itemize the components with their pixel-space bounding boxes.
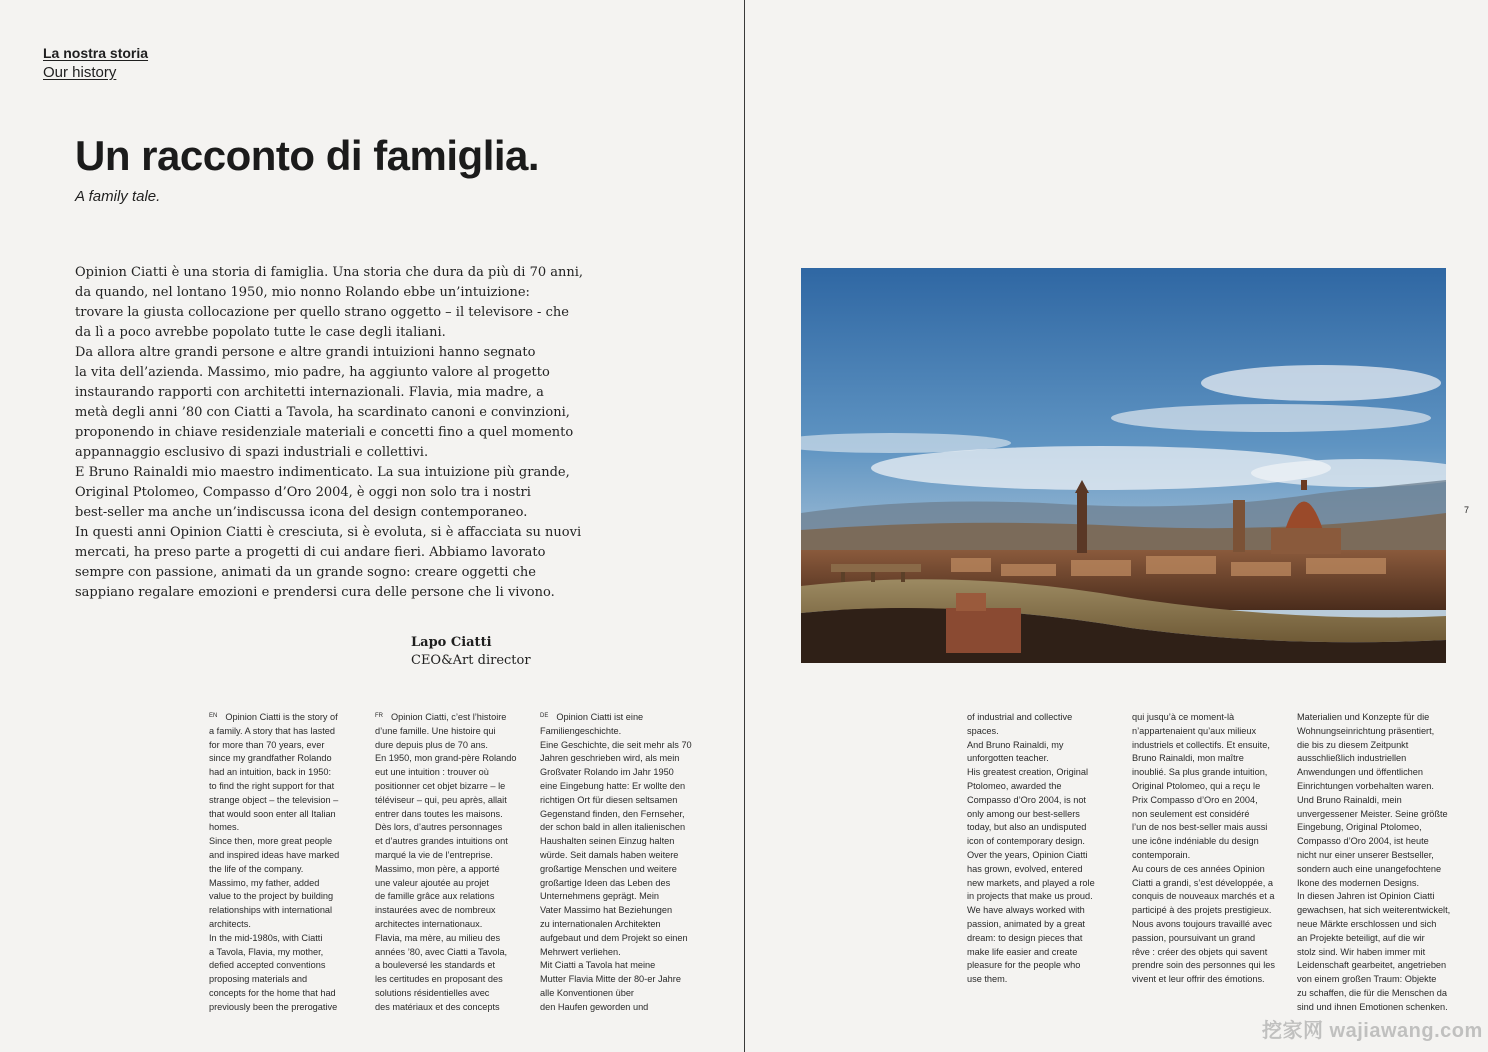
- column-line-text: an Projekte beteiligt, auf die wir: [1297, 932, 1425, 943]
- column-line: [540, 752, 698, 766]
- column-line-text: sind und ihnen Emotionen schenken.: [1297, 1001, 1448, 1012]
- column-line: [967, 725, 1119, 739]
- column-line-text: dure depuis plus de 70 ans.: [375, 739, 488, 750]
- column-line: [540, 725, 698, 739]
- column-line: [1297, 752, 1455, 766]
- column-line: [967, 877, 1119, 891]
- column-line: [375, 1001, 527, 1015]
- intro-line: sappiano regalare emozioni e prendersi cura delle persone che li vivono.: [75, 585, 555, 600]
- column-line-text: Haushalten seinen Einzug halten: [540, 836, 675, 847]
- column-line-text: Prix Compasso d’Oro en 2004,: [1132, 794, 1258, 805]
- column-line-text: proposing materials and: [209, 974, 308, 985]
- column-line: [375, 959, 527, 973]
- column-line-text: Ciatti a grandi, s’est développée, a: [1132, 877, 1273, 888]
- column-line: [1297, 821, 1455, 835]
- column-line: [967, 959, 1119, 973]
- column-line-text: Eingebung, Original Ptolomeo,: [1297, 822, 1422, 833]
- page-title: Un racconto di famiglia.: [75, 132, 540, 179]
- column-line-text: aufgebaut und dem Projekt so einen: [540, 932, 688, 943]
- florence-skyline-photo: [801, 268, 1446, 663]
- column-line: [1297, 863, 1455, 877]
- column-line-text: Original Ptolomeo, qui a reçu le: [1132, 780, 1261, 791]
- column-line: [967, 973, 1119, 987]
- column-line-text: der schon bald in allen italienischen: [540, 822, 686, 833]
- column-line: [209, 987, 361, 1001]
- column-line: [1132, 808, 1290, 822]
- column-line: [375, 863, 527, 877]
- column-line: [209, 918, 361, 932]
- column-line-text: qui jusqu’à ce moment-là: [1132, 712, 1235, 722]
- column-line-text: nicht nur einer unserer Bestseller,: [1297, 849, 1434, 860]
- page-fold-divider: [744, 0, 745, 1052]
- column-line-text: Mutter Flavia Mitte der 80-er Jahre: [540, 974, 681, 985]
- column-line: [540, 877, 698, 891]
- column-line: [1297, 904, 1455, 918]
- column-line-text: Opinion Ciatti ist eine: [556, 712, 644, 722]
- column-line: [375, 904, 527, 918]
- column-line: [1297, 959, 1455, 973]
- column-line-text: use them.: [967, 974, 1008, 985]
- column-german: [540, 711, 698, 1015]
- column-line-text: von einem großen Traum: Objekte: [1297, 974, 1437, 985]
- column-line-text: architects.: [209, 918, 251, 929]
- column-line-text: une valeur ajoutée au projet: [375, 877, 489, 888]
- column-line: [209, 890, 361, 904]
- column-line-text: les certitudes en proposant des: [375, 974, 503, 985]
- column-line: [967, 794, 1119, 808]
- column-line-text: n’appartenaient qu’aux milieux: [1132, 725, 1257, 736]
- section-label-english: Our history: [43, 64, 117, 81]
- column-line-text: vivent et leur offrir des émotions.: [1132, 974, 1265, 985]
- column-line: [540, 739, 698, 753]
- column-line-text: strange object – the television –: [209, 794, 339, 805]
- column-line-text: that would soon enter all Italian: [209, 808, 336, 819]
- column-line: [1132, 946, 1290, 960]
- column-line: [1297, 932, 1455, 946]
- column-line-text: the life of the company.: [209, 863, 304, 874]
- column-line: [209, 1001, 361, 1015]
- column-line: [540, 890, 698, 904]
- intro-line: E Bruno Rainaldi mio maestro indimenticato. La sua intuizione più grande,: [75, 465, 570, 480]
- column-line-text: passion, animated by a great: [967, 918, 1085, 929]
- column-line: [1132, 739, 1290, 753]
- column-line-text: Gegenstand finden, den Fernseher,: [540, 808, 685, 819]
- column-line: [209, 711, 361, 725]
- column-line-text: années ’80, avec Ciatti a Tavola,: [375, 946, 508, 957]
- column-line-text: relationships with international: [209, 905, 333, 916]
- column-line: [209, 835, 361, 849]
- column-line-text: sondern auch eine unangefochtene: [1297, 863, 1442, 874]
- column-line: [209, 973, 361, 987]
- intro-line: la vita dell’azienda. Massimo, mio padre, ha aggiunto valore al progetto: [75, 365, 550, 380]
- column-line: [540, 973, 698, 987]
- column-line: [209, 959, 361, 973]
- column-line-text: Einrichtungen vorbehalten waren.: [1297, 780, 1434, 791]
- intro-line: Original Ptolomeo, Compasso d’Oro 2004, è oggi non solo tra i nostri: [75, 485, 531, 500]
- column-line-text: previously been the prerogative: [209, 1001, 338, 1012]
- column-line: [1132, 932, 1290, 946]
- column-english: [209, 711, 361, 1015]
- column-line-text: Großvater Rolando im Jahr 1950: [540, 767, 674, 778]
- column-line-text: Eine Geschichte, die seit mehr als 70: [540, 739, 692, 750]
- column-line: [1297, 739, 1455, 753]
- column-line: [540, 1001, 698, 1015]
- column-line-text: unvergessener Meister. Seine größte: [1297, 808, 1448, 819]
- column-line: [540, 849, 698, 863]
- intro-line: Opinion Ciatti è una storia di famiglia. Una storia che dura da più di 70 anni,: [75, 265, 584, 280]
- column-line-text: Ikone des modernen Designs.: [1297, 877, 1420, 888]
- intro-line: mercati, ha preso parte a progetti di cui andare fieri. Abbiamo lavorato: [75, 545, 546, 560]
- column-french: [375, 711, 527, 1015]
- column-line: [540, 808, 698, 822]
- column-line: [967, 711, 1119, 725]
- column-line: [375, 835, 527, 849]
- column-line: [1297, 766, 1455, 780]
- column-line: [375, 766, 527, 780]
- column-line-text: eine Eingebung hatte: Er wollte den: [540, 780, 686, 791]
- column-line-text: Anwendungen und öffentlichen: [1297, 767, 1424, 778]
- column-line: [209, 946, 361, 960]
- column-line: [375, 890, 527, 904]
- column-line: [967, 739, 1119, 753]
- column-line: [540, 932, 698, 946]
- column-line: [1297, 711, 1455, 725]
- column-line-text: d’une famille. Une histoire qui: [375, 725, 496, 736]
- column-line-text: Und Bruno Rainaldi, mein: [1297, 794, 1402, 805]
- column-line: [1297, 890, 1455, 904]
- column-line-text: Mehrwert verliehen.: [540, 946, 621, 957]
- column-german-continued: [1297, 711, 1455, 1015]
- column-line-text: instaurées avec de nombreux: [375, 905, 496, 916]
- column-line-text: stolz sind. Wir haben immer mit: [1297, 946, 1426, 957]
- intro-text: [75, 263, 584, 603]
- column-line: [1132, 849, 1290, 863]
- column-line: [375, 877, 527, 891]
- column-line-text: defied accepted conventions: [209, 960, 326, 971]
- column-line: [1297, 808, 1455, 822]
- column-line-text: En 1950, mon grand-père Rolando: [375, 753, 517, 764]
- column-line-text: Leidenschaft gearbeitet, angetrieben: [1297, 960, 1447, 971]
- column-line-text: prendre soin des personnes qui les: [1132, 960, 1276, 971]
- column-line: [540, 863, 698, 877]
- column-line: [540, 987, 698, 1001]
- column-line: [540, 904, 698, 918]
- column-line-text: entrer dans toutes les maisons.: [375, 808, 503, 819]
- column-line: [1132, 863, 1290, 877]
- column-line: [1132, 711, 1290, 725]
- column-line-text: make life easier and create: [967, 946, 1078, 957]
- intro-line: proponendo in chiave residenziale materiali e concetti fino a quel momento: [75, 425, 574, 440]
- language-code: FR: [375, 713, 383, 719]
- column-line-text: Nous avons toujours travaillé avec: [1132, 918, 1272, 929]
- column-line-text: new markets, and played a role: [967, 877, 1095, 888]
- column-line: [1297, 835, 1455, 849]
- column-line: [967, 849, 1119, 863]
- column-line-text: Unternehmens geprägt. Mein: [540, 891, 659, 902]
- column-line: [1297, 780, 1455, 794]
- intro-line: best-seller ma anche un’indiscussa icona del design contemporaneo.: [75, 505, 528, 520]
- column-line: [1132, 780, 1290, 794]
- column-line-text: Vater Massimo hat Beziehungen: [540, 905, 673, 916]
- column-line-text: Compasso d’Oro 2004, ist heute: [1297, 836, 1429, 847]
- column-line: [540, 959, 698, 973]
- intro-line: appannaggio esclusivo di spazi industriali e collettivi.: [75, 445, 429, 460]
- column-line-text: has grown, evolved, entered: [967, 863, 1083, 874]
- column-line: [375, 808, 527, 822]
- column-line-text: participé à des projets prestigieux.: [1132, 905, 1272, 916]
- column-line-text: Bruno Rainaldi, mon maître: [1132, 753, 1244, 764]
- column-line-text: rêve : créer des objets qui savent: [1132, 946, 1268, 957]
- column-line: [209, 877, 361, 891]
- column-line-text: We have always worked with: [967, 905, 1085, 916]
- column-line-text: Over the years, Opinion Ciatti: [967, 849, 1088, 860]
- intro-line: In questi anni Opinion Ciatti è cresciuta, si è evoluta, si è affacciata su nuovi: [75, 525, 582, 540]
- column-line-text: His greatest creation, Original: [967, 767, 1089, 778]
- column-line-text: today, but also an undisputed: [967, 822, 1087, 833]
- column-line: [209, 863, 361, 877]
- column-line-text: contemporain.: [1132, 849, 1191, 860]
- column-line-text: neue Märkte erschlossen und sich: [1297, 918, 1437, 929]
- column-line-text: téléviseur – qui, peu après, allait: [375, 794, 507, 805]
- column-line: [375, 932, 527, 946]
- column-line: [375, 711, 527, 725]
- column-line-text: Ptolomeo, awarded the: [967, 780, 1062, 791]
- column-line-text: Massimo, my father, added: [209, 877, 320, 888]
- column-line-text: des matériaux et des concepts: [375, 1001, 500, 1012]
- column-line-text: würde. Seit damals haben weitere: [540, 849, 679, 860]
- column-line: [967, 780, 1119, 794]
- signature: [411, 634, 531, 670]
- column-line: [967, 821, 1119, 835]
- column-line: [375, 821, 527, 835]
- column-line: [967, 946, 1119, 960]
- column-line-text: et d’autres grandes intuitions ont: [375, 836, 508, 847]
- column-line-text: in projects that make us proud.: [967, 891, 1093, 902]
- column-line: [1297, 725, 1455, 739]
- column-line: [540, 711, 698, 725]
- intro-line: da quando, nel lontano 1950, mio nonno Rolando ebbe un’intuizione:: [75, 285, 530, 300]
- column-line: [967, 835, 1119, 849]
- column-line: [967, 752, 1119, 766]
- column-line: [1297, 973, 1455, 987]
- column-line: [375, 725, 527, 739]
- intro-line: sempre con passione, animati da un grande sogno: creare oggetti che: [75, 565, 536, 580]
- column-line: [375, 794, 527, 808]
- column-line: [1132, 918, 1290, 932]
- column-line-text: icon of contemporary design.: [967, 836, 1085, 847]
- column-line: [540, 946, 698, 960]
- column-line-text: Au cours de ces années Opinion: [1132, 863, 1265, 874]
- column-line: [1297, 1001, 1455, 1015]
- column-line-text: de famille grâce aux relations: [375, 891, 495, 902]
- column-line-text: Opinion Ciatti, c’est l’histoire: [391, 712, 507, 722]
- column-line: [209, 794, 361, 808]
- column-line: [1132, 835, 1290, 849]
- column-line: [1297, 877, 1455, 891]
- column-line: [540, 766, 698, 780]
- column-line: [1132, 794, 1290, 808]
- column-line: [1297, 946, 1455, 960]
- column-line: [375, 780, 527, 794]
- signature-name: Lapo Ciatti: [411, 635, 492, 650]
- column-line-text: In the mid-1980s, with Ciatti: [209, 932, 323, 943]
- column-line: [1132, 904, 1290, 918]
- column-line-text: a bouleversé les standards et: [375, 960, 496, 971]
- florence-skyline-illustration: [801, 268, 1446, 663]
- language-code: DE: [540, 713, 549, 719]
- column-line: [967, 766, 1119, 780]
- column-line-text: Jahren geschrieben wird, als mein: [540, 753, 680, 764]
- column-line-text: conquis de nouveaux marchés et a: [1132, 891, 1275, 902]
- column-line-text: And Bruno Rainaldi, my: [967, 739, 1064, 750]
- column-line-text: unforgotten teacher.: [967, 753, 1049, 764]
- column-line-text: for more than 70 years, ever: [209, 739, 325, 750]
- column-line: [540, 794, 698, 808]
- column-line-text: Compasso d’Oro 2004, is not: [967, 794, 1086, 805]
- column-line-text: of industrial and collective: [967, 712, 1073, 722]
- page-number: 7: [1464, 505, 1470, 515]
- intro-line: trovare la giusta collocazione per quello strano oggetto – il televisore - che: [75, 305, 569, 320]
- column-line-text: In diesen Jahren ist Opinion Ciatti: [1297, 891, 1435, 902]
- column-line-text: passion, poursuivant un grand: [1132, 932, 1256, 943]
- column-line: [967, 918, 1119, 932]
- column-line-text: to find the right support for that: [209, 780, 335, 791]
- column-line-text: die bis zu diesem Zeitpunkt: [1297, 739, 1409, 750]
- column-line: [1132, 890, 1290, 904]
- column-line: [209, 932, 361, 946]
- column-line: [967, 904, 1119, 918]
- column-line: [1132, 725, 1290, 739]
- column-line-text: l’un de nos best-seller mais aussi: [1132, 822, 1268, 833]
- column-line: [209, 725, 361, 739]
- column-line-text: eut une intuition : trouver où: [375, 767, 489, 778]
- column-line-text: since my grandfather Rolando: [209, 753, 332, 764]
- intro-line: da lì a poco avrebbe popolato tutte le case degli italiani.: [75, 325, 446, 340]
- column-line-text: richtigen Ort für diesen seltsamen: [540, 794, 678, 805]
- column-english-continued: [967, 711, 1119, 987]
- column-line-text: and inspired ideas have marked: [209, 849, 340, 860]
- column-line: [209, 849, 361, 863]
- column-line: [967, 808, 1119, 822]
- column-line-text: non seulement est considéré: [1132, 808, 1250, 819]
- column-line: [375, 739, 527, 753]
- intro-line: metà degli anni ’80 con Ciatti a Tavola, ha scardinato canoni e convinzioni,: [75, 405, 570, 420]
- column-line: [1297, 918, 1455, 932]
- column-line: [1297, 794, 1455, 808]
- column-line-text: Dès lors, d’autres personnages: [375, 822, 503, 833]
- column-line: [375, 946, 527, 960]
- column-line-text: solutions résidentielles avec: [375, 987, 490, 998]
- column-line: [209, 739, 361, 753]
- column-line-text: only among our best-sellers: [967, 808, 1080, 819]
- column-line-text: Materialien und Konzepte für die: [1297, 712, 1430, 722]
- column-line: [375, 752, 527, 766]
- column-line-text: dream: to design pieces that: [967, 932, 1083, 943]
- signature-role: CEO&Art director: [411, 653, 531, 668]
- column-line: [967, 890, 1119, 904]
- column-line-text: großartige Menschen und weitere: [540, 863, 677, 874]
- column-line-text: concepts for the home that had: [209, 987, 336, 998]
- column-line-text: ausschließlich industriellen: [1297, 753, 1407, 764]
- column-line-text: pleasure for the people who: [967, 960, 1081, 971]
- column-line-text: den Haufen geworden und: [540, 1001, 649, 1012]
- column-line: [375, 987, 527, 1001]
- column-line-text: marqué la vie de l’entreprise.: [375, 849, 493, 860]
- column-line: [1132, 752, 1290, 766]
- column-line: [375, 849, 527, 863]
- column-line: [1297, 987, 1455, 1001]
- column-line-text: zu internationalen Architekten: [540, 918, 661, 929]
- column-line-text: Familiengeschichte.: [540, 725, 622, 736]
- column-line-text: architectes internationaux.: [375, 918, 483, 929]
- column-line-text: Wohnungseinrichtung präsentiert,: [1297, 725, 1435, 736]
- column-line: [967, 863, 1119, 877]
- column-french-continued: [1132, 711, 1290, 987]
- page-subtitle: A family tale.: [75, 188, 161, 205]
- section-label-italian: La nostra storia: [43, 45, 149, 61]
- column-line-text: a family. A story that has lasted: [209, 725, 335, 736]
- column-line: [209, 780, 361, 794]
- language-code: EN: [209, 713, 218, 719]
- column-line: [375, 918, 527, 932]
- column-line: [1132, 959, 1290, 973]
- column-line-text: Massimo, mon père, a apporté: [375, 863, 500, 874]
- column-line-text: value to the project by building: [209, 891, 334, 902]
- column-line: [1132, 973, 1290, 987]
- column-line-text: inoublié. Sa plus grande intuition,: [1132, 767, 1268, 778]
- section-label: [43, 44, 148, 82]
- column-line: [1132, 877, 1290, 891]
- column-line: [540, 780, 698, 794]
- intro-line: instaurando rapporti con architetti internazionali. Flavia, mia madre, a: [75, 385, 544, 400]
- column-line: [1132, 766, 1290, 780]
- column-line: [540, 918, 698, 932]
- watermark: 挖家网 wajiawang.com: [1262, 1020, 1483, 1042]
- column-line-text: had an intuition, back in 1950:: [209, 767, 332, 778]
- column-line: [1132, 821, 1290, 835]
- column-line: [967, 932, 1119, 946]
- column-line-text: großartige Ideen das Leben des: [540, 877, 671, 888]
- column-line: [209, 808, 361, 822]
- column-line-text: zu schaffen, die für die Menschen da: [1297, 987, 1447, 998]
- column-line-text: industriels et collectifs. Et ensuite,: [1132, 739, 1270, 750]
- intro-line: Da allora altre grandi persone e altre grandi intuizioni hanno segnato: [75, 345, 536, 360]
- column-line: [209, 766, 361, 780]
- column-line-text: Mit Ciatti a Tavola hat meine: [540, 960, 656, 971]
- column-line: [1297, 849, 1455, 863]
- column-line-text: alle Konventionen über: [540, 987, 634, 998]
- column-line: [209, 821, 361, 835]
- column-line-text: homes.: [209, 822, 240, 833]
- column-line-text: spaces.: [967, 725, 999, 736]
- column-line-text: Opinion Ciatti is the story of: [225, 712, 338, 722]
- column-line-text: Flavia, ma mère, au milieu des: [375, 932, 501, 943]
- column-line: [375, 973, 527, 987]
- column-line: [209, 904, 361, 918]
- column-line-text: a Tavola, Flavia, my mother,: [209, 946, 324, 957]
- column-line-text: positionner cet objet bizarre – le: [375, 780, 506, 791]
- column-line: [209, 752, 361, 766]
- column-line: [540, 821, 698, 835]
- column-line-text: gewachsen, hat sich weiterentwickelt,: [1297, 905, 1451, 916]
- column-line-text: Since then, more great people: [209, 836, 333, 847]
- column-line: [540, 835, 698, 849]
- column-line-text: une icône indéniable du design: [1132, 836, 1259, 847]
